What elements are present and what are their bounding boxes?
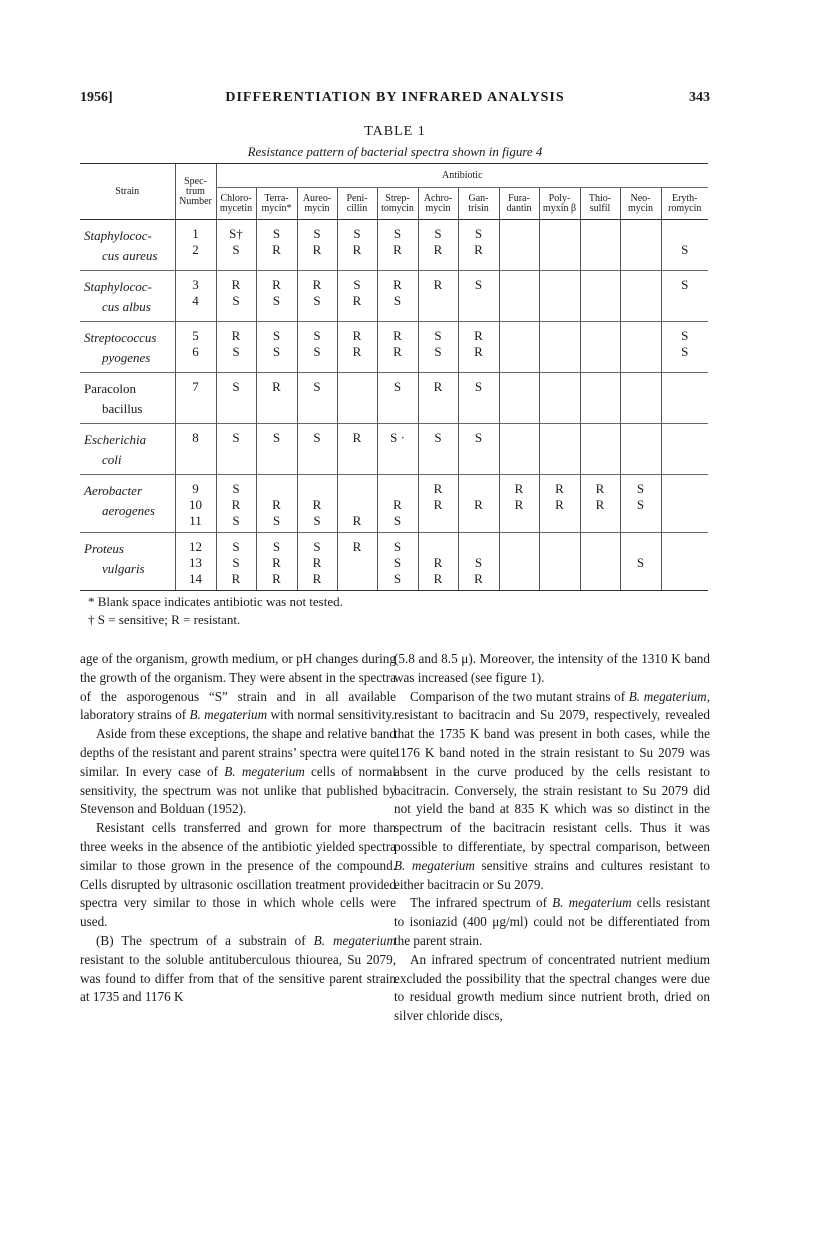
result-cell: S S <box>297 322 337 373</box>
result-cell: R S <box>216 271 256 322</box>
result-cell: R R <box>377 322 418 373</box>
result-cell: R R <box>539 475 580 533</box>
spectrum-number-header: Spec- trum Number <box>175 164 216 220</box>
col-polymyxin: Poly- myxin β <box>539 188 580 220</box>
result-cell <box>661 424 708 475</box>
col-gantrisin: Gan- trisin <box>458 188 499 220</box>
strain-name: Proteus vulgaris <box>80 533 175 591</box>
running-header <box>80 90 710 110</box>
result-cell: S R <box>377 220 418 271</box>
table-row <box>80 220 708 271</box>
result-cell: S† S <box>216 220 256 271</box>
result-cell: R <box>458 475 499 533</box>
result-cell <box>580 533 620 591</box>
strain-header: Strain <box>80 164 175 220</box>
paragraph: Resistant cells transferred and grown for more than three weeks in the absence of the antibiotic yielded spectra similar to those grown in the presence of the compound. Cells disrupted by ultrasonic oscillation treatment provided spectra very similar to those in which whole cells were used. <box>80 820 396 930</box>
result-cell: R R <box>458 322 499 373</box>
result-cell: S <box>216 424 256 475</box>
spectrum-number: 1 2 <box>175 220 216 271</box>
strain-name: Staphylococ- cus aureus <box>80 220 175 271</box>
result-cell <box>620 373 661 424</box>
col-terramycin: Terra- mycin* <box>256 188 297 220</box>
running-title: DIFFERENTIATION BY INFRARED ANALYSIS <box>225 90 565 105</box>
result-cell: S <box>297 373 337 424</box>
table-row <box>80 475 708 533</box>
paragraph: An infrared spectrum of concentrated nutrient medium excluded the possibility that the spectral changes were due to residual growth medium since nutrient broth, dried on silver chloride discs, <box>394 951 710 1024</box>
result-cell: S R <box>337 271 377 322</box>
result-cell: S R <box>458 533 499 591</box>
result-cell: S S <box>256 322 297 373</box>
col-thiosulfil: Thio- sulfil <box>580 188 620 220</box>
left-column <box>80 650 396 1007</box>
result-cell: S R R <box>256 533 297 591</box>
right-column <box>394 650 710 1026</box>
result-cell <box>499 271 539 322</box>
result-cell <box>620 220 661 271</box>
spectrum-number: 8 <box>175 424 216 475</box>
result-cell: R R <box>418 533 458 591</box>
result-cell: R S <box>256 271 297 322</box>
result-cell: R S <box>377 271 418 322</box>
result-cell: S <box>256 424 297 475</box>
col-achromycin: Achro- mycin <box>418 188 458 220</box>
spectrum-number: 9 10 11 <box>175 475 216 533</box>
col-neomycin: Neo- mycin <box>620 188 661 220</box>
strain-name: Paracolon bacillus <box>80 373 175 424</box>
result-cell: R S <box>297 475 337 533</box>
table-row <box>80 533 708 591</box>
result-cell <box>661 533 708 591</box>
paragraph: The infrared spectrum of B. megaterium cells resistant to isoniazid (400 μg/ml) could not be differentiated from the parent strain. <box>394 895 710 948</box>
result-cell <box>499 373 539 424</box>
result-cell: R R <box>499 475 539 533</box>
result-cell <box>539 373 580 424</box>
footnote-blank: * Blank space indicates antibiotic was not tested. <box>88 594 343 609</box>
result-cell: S S <box>418 322 458 373</box>
strain-name: Staphylococ- cus albus <box>80 271 175 322</box>
result-cell <box>580 373 620 424</box>
result-cell: S R <box>256 220 297 271</box>
result-cell: S <box>216 373 256 424</box>
result-cell <box>337 373 377 424</box>
strain-name: Escherichia coli <box>80 424 175 475</box>
result-cell <box>620 271 661 322</box>
col-penicillin: Peni- cillin <box>337 188 377 220</box>
result-cell: S <box>620 533 661 591</box>
result-cell: S R S <box>216 475 256 533</box>
result-cell: R R <box>418 475 458 533</box>
paragraph: Aside from these exceptions, the shape and relative band depths of the resistant and parent strains’ spectra were quite similar. In every case of B. megaterium cells of normal sensitivity, the spectrum was not unlike that published by Stevenson and Bolduan (1952). <box>80 726 396 817</box>
result-cell: R <box>337 424 377 475</box>
result-cell: S S <box>620 475 661 533</box>
result-cell: R <box>337 533 377 591</box>
result-cell: S S <box>661 322 708 373</box>
table-row <box>80 271 708 322</box>
year-label: 1956] <box>80 90 113 105</box>
result-cell <box>539 322 580 373</box>
col-chloromycetin: Chloro- mycetin <box>216 188 256 220</box>
result-cell: S R R <box>297 533 337 591</box>
spectrum-number: 12 13 14 <box>175 533 216 591</box>
table-row <box>80 322 708 373</box>
result-cell: S <box>661 220 708 271</box>
col-aureomycin: Aureo- mycin <box>297 188 337 220</box>
result-cell: R S <box>256 475 297 533</box>
result-cell <box>580 424 620 475</box>
result-cell <box>499 424 539 475</box>
result-cell: S R <box>458 220 499 271</box>
result-cell: S R <box>337 220 377 271</box>
result-cell: S <box>458 271 499 322</box>
result-cell: S <box>418 424 458 475</box>
result-cell <box>580 271 620 322</box>
result-cell: S <box>661 271 708 322</box>
paragraph: Comparison of the two mutant strains of B. megaterium, resistant to bacitracin and Su 2079, respectively, revealed that the 1735 K band was present in both cases, while the 1176 K band noted in the strain resistant to Su 2079 was absent in the curve produced by the cells resistant to bacitracin. Conversely, the strain resistant to Su 2079 did not yield the band at 835 K which was so distinct in the spectrum of the bacitracin resistant cells. Thus it was possible to differentiate, by spectral comparison, between B. megaterium sensitive strains and cultures resistant to either bacitracin or Su 2079. <box>394 688 710 892</box>
result-cell <box>661 475 708 533</box>
col-streptomycin: Strep- tomycin <box>377 188 418 220</box>
result-cell: R <box>418 271 458 322</box>
result-cell <box>661 373 708 424</box>
result-cell: R S <box>297 271 337 322</box>
footnote-key: † S = sensitive; R = resistant. <box>88 612 241 627</box>
col-erythromycin: Eryth- romycin <box>661 188 708 220</box>
result-cell <box>539 533 580 591</box>
result-cell <box>539 271 580 322</box>
result-cell: R S <box>377 475 418 533</box>
result-cell <box>499 533 539 591</box>
result-cell: S <box>377 373 418 424</box>
result-cell: S <box>297 424 337 475</box>
antibiotic-header: Antibiotic <box>216 164 708 188</box>
result-cell: R <box>256 373 297 424</box>
result-cell <box>580 220 620 271</box>
result-cell <box>580 322 620 373</box>
result-cell: S <box>458 373 499 424</box>
result-cell: S S R <box>216 533 256 591</box>
table-caption: Resistance pattern of bacterial spectra shown in figure 4 <box>247 144 543 159</box>
result-cell: R S <box>216 322 256 373</box>
paragraph: age of the organism, growth medium, or pH changes during the growth of the organism. They were absent in the spectra of the asporogenous “S” strain and in all available laboratory strains of B. megaterium with normal sensitivity. <box>80 651 396 723</box>
table-row <box>80 424 708 475</box>
result-cell: S R <box>418 220 458 271</box>
strain-name: Aerobacter aerogenes <box>80 475 175 533</box>
col-furadantin: Fura- dantin <box>499 188 539 220</box>
table-number: TABLE 1 <box>364 124 426 139</box>
table-body <box>80 220 708 591</box>
spectrum-number: 7 <box>175 373 216 424</box>
result-cell <box>539 220 580 271</box>
page-number: 343 <box>689 90 710 105</box>
table-row <box>80 373 708 424</box>
result-cell: S R <box>297 220 337 271</box>
paragraph: (5.8 and 8.5 μ). Moreover, the intensity of the 1310 K band was increased (see figure 1). <box>394 651 710 685</box>
spectrum-number: 3 4 <box>175 271 216 322</box>
result-cell: R R <box>337 322 377 373</box>
result-cell <box>620 322 661 373</box>
spectrum-number: 5 6 <box>175 322 216 373</box>
strain-name: Streptococcus pyogenes <box>80 322 175 373</box>
result-cell: S · <box>377 424 418 475</box>
result-cell: R <box>337 475 377 533</box>
result-cell: S <box>458 424 499 475</box>
result-cell: R <box>418 373 458 424</box>
result-cell: R R <box>580 475 620 533</box>
result-cell <box>499 322 539 373</box>
resistance-table <box>80 163 708 591</box>
result-cell: S S S <box>377 533 418 591</box>
result-cell <box>499 220 539 271</box>
paragraph: (B) The spectrum of a substrain of B. megaterium resistant to the soluble antituberculous thiourea, Su 2079, was found to differ from that of the sensitive parent strain at 1735 and 1176 K <box>80 932 396 1005</box>
result-cell <box>539 424 580 475</box>
result-cell <box>620 424 661 475</box>
